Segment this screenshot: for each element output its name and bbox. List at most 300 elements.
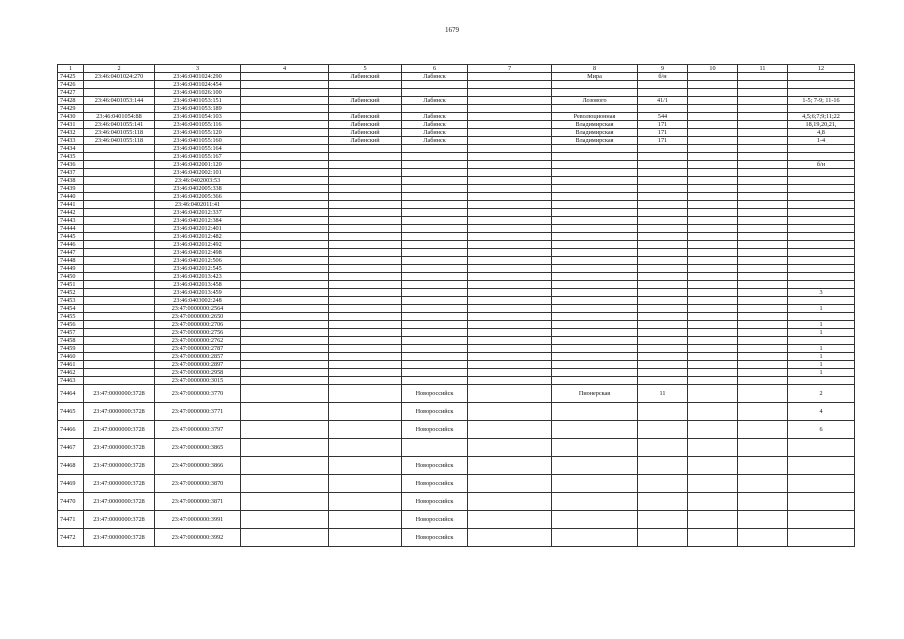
table-cell-col-7: [468, 529, 552, 547]
table-cell-col-2: [84, 313, 155, 321]
table-cell-col-9: [638, 297, 688, 305]
table-cell-col-9: [638, 81, 688, 89]
table-cell-col-2: 23:47:0000000:3728: [84, 475, 155, 493]
table-cell-col-4: [241, 145, 329, 153]
table-cell-col-2: [84, 105, 155, 113]
table-cell-col-1: 74440: [58, 193, 84, 201]
table-cell-col-4: [241, 439, 329, 457]
table-cell-col-4: [241, 81, 329, 89]
table-cell-col-10: [688, 145, 738, 153]
table-cell-col-1: 74464: [58, 385, 84, 403]
table-cell-col-1: 74427: [58, 89, 84, 97]
table-cell-col-1: 74443: [58, 217, 84, 225]
table-cell-col-2: [84, 377, 155, 385]
table-cell-col-2: [84, 161, 155, 169]
table-cell-col-3: 23:47:0000000:2650: [155, 313, 241, 321]
table-cell-col-5: [329, 475, 402, 493]
table-cell-col-7: [468, 209, 552, 217]
table-cell-col-7: [468, 249, 552, 257]
table-cell-col-5: Лабинский: [329, 73, 402, 81]
table-cell-col-8: [552, 493, 638, 511]
table-cell-col-10: [688, 225, 738, 233]
table-cell-col-8: [552, 225, 638, 233]
table-cell-col-12: [788, 193, 855, 201]
table-cell-col-9: [638, 273, 688, 281]
table-row: [58, 153, 855, 161]
table-cell-col-9: б/н: [638, 73, 688, 81]
table-cell-col-10: [688, 529, 738, 547]
register-table-body: [58, 65, 855, 547]
table-cell-col-5: [329, 289, 402, 297]
table-cell-col-4: [241, 97, 329, 105]
table-cell-col-6: [402, 361, 468, 369]
table-cell-col-3: 23:47:0000000:3771: [155, 403, 241, 421]
table-cell-col-10: [688, 129, 738, 137]
table-cell-col-4: [241, 201, 329, 209]
table-cell-col-4: [241, 345, 329, 353]
table-cell-col-1: 74451: [58, 281, 84, 289]
table-cell-col-9: [638, 153, 688, 161]
table-cell-col-12: [788, 475, 855, 493]
table-cell-col-10: [688, 209, 738, 217]
column-number: 5: [329, 65, 402, 73]
table-cell-col-1: 74426: [58, 81, 84, 89]
table-cell-col-4: [241, 457, 329, 475]
table-row: [58, 241, 855, 249]
table-row: [58, 97, 855, 105]
table-row: [58, 439, 855, 457]
table-cell-col-5: [329, 337, 402, 345]
table-cell-col-7: [468, 137, 552, 145]
table-cell-col-8: [552, 313, 638, 321]
table-cell-col-3: 23:47:0000000:2564: [155, 305, 241, 313]
table-cell-col-5: Лабинский: [329, 97, 402, 105]
table-cell-col-11: [738, 145, 788, 153]
table-cell-col-8: [552, 209, 638, 217]
table-cell-col-5: [329, 145, 402, 153]
table-cell-col-1: 74453: [58, 297, 84, 305]
table-cell-col-8: [552, 321, 638, 329]
table-cell-col-4: [241, 289, 329, 297]
table-cell-col-9: [638, 329, 688, 337]
table-cell-col-4: [241, 361, 329, 369]
table-cell-col-5: [329, 421, 402, 439]
table-cell-col-11: [738, 105, 788, 113]
table-cell-col-1: 74452: [58, 289, 84, 297]
table-cell-col-9: [638, 209, 688, 217]
table-cell-col-11: [738, 81, 788, 89]
table-cell-col-8: Владимирская: [552, 137, 638, 145]
table-row: [58, 193, 855, 201]
table-cell-col-3: 23:46:0403002:248: [155, 297, 241, 305]
table-row: [58, 353, 855, 361]
table-cell-col-9: [638, 241, 688, 249]
table-row: [58, 421, 855, 439]
table-cell-col-10: [688, 161, 738, 169]
table-cell-col-10: [688, 81, 738, 89]
table-cell-col-2: [84, 369, 155, 377]
table-cell-col-4: [241, 153, 329, 161]
table-row: [58, 345, 855, 353]
table-cell-col-7: [468, 89, 552, 97]
table-cell-col-10: [688, 289, 738, 297]
table-cell-col-9: [638, 89, 688, 97]
table-cell-col-1: 74466: [58, 421, 84, 439]
table-cell-col-7: [468, 241, 552, 249]
table-cell-col-12: 1-4: [788, 137, 855, 145]
table-cell-col-11: [738, 201, 788, 209]
table-row: [58, 161, 855, 169]
table-cell-col-12: 4,8: [788, 129, 855, 137]
table-cell-col-12: 4: [788, 403, 855, 421]
table-cell-col-10: [688, 353, 738, 361]
table-cell-col-6: [402, 145, 468, 153]
table-cell-col-12: 1: [788, 321, 855, 329]
table-cell-col-1: 74450: [58, 273, 84, 281]
table-cell-col-10: [688, 153, 738, 161]
table-cell-col-3: 23:46:0402013:459: [155, 289, 241, 297]
table-row: [58, 209, 855, 217]
table-cell-col-7: [468, 475, 552, 493]
table-cell-col-2: [84, 249, 155, 257]
table-cell-col-8: [552, 217, 638, 225]
table-cell-col-10: [688, 345, 738, 353]
table-cell-col-6: [402, 105, 468, 113]
table-cell-col-12: [788, 201, 855, 209]
table-cell-col-8: Пионерская: [552, 385, 638, 403]
table-cell-col-2: 23:47:0000000:3728: [84, 457, 155, 475]
table-cell-col-1: 74445: [58, 233, 84, 241]
table-cell-col-9: [638, 281, 688, 289]
table-cell-col-11: [738, 113, 788, 121]
table-row: [58, 265, 855, 273]
table-cell-col-6: [402, 337, 468, 345]
table-row: [58, 169, 855, 177]
table-cell-col-5: [329, 185, 402, 193]
table-cell-col-5: [329, 369, 402, 377]
table-cell-col-6: [402, 177, 468, 185]
table-cell-col-11: [738, 249, 788, 257]
table-cell-col-6: Лабинск: [402, 113, 468, 121]
table-cell-col-2: 23:46:0401055:118: [84, 129, 155, 137]
table-cell-col-7: [468, 273, 552, 281]
table-cell-col-9: [638, 169, 688, 177]
table-cell-col-6: Лабинск: [402, 73, 468, 81]
table-cell-col-11: [738, 329, 788, 337]
table-cell-col-1: 74454: [58, 305, 84, 313]
table-cell-col-12: [788, 217, 855, 225]
table-cell-col-1: 74433: [58, 137, 84, 145]
table-cell-col-6: Новороссийск: [402, 403, 468, 421]
table-cell-col-11: [738, 361, 788, 369]
table-cell-col-2: [84, 345, 155, 353]
table-cell-col-3: 23:47:0000000:2756: [155, 329, 241, 337]
table-cell-col-7: [468, 257, 552, 265]
table-cell-col-6: [402, 81, 468, 89]
table-cell-col-11: [738, 305, 788, 313]
table-cell-col-11: [738, 209, 788, 217]
table-cell-col-10: [688, 233, 738, 241]
table-cell-col-3: 23:46:0402012:337: [155, 209, 241, 217]
table-cell-col-2: [84, 225, 155, 233]
table-cell-col-3: 23:47:0000000:3015: [155, 377, 241, 385]
table-cell-col-7: [468, 305, 552, 313]
table-cell-col-5: [329, 511, 402, 529]
table-cell-col-6: [402, 313, 468, 321]
table-cell-col-3: 23:46:0402005:338: [155, 185, 241, 193]
register-table: [57, 64, 855, 547]
table-cell-col-10: [688, 385, 738, 403]
column-number: 6: [402, 65, 468, 73]
table-cell-col-2: [84, 289, 155, 297]
table-cell-col-8: [552, 289, 638, 297]
table-cell-col-1: 74446: [58, 241, 84, 249]
table-cell-col-10: [688, 217, 738, 225]
table-cell-col-6: [402, 369, 468, 377]
table-cell-col-9: [638, 337, 688, 345]
table-cell-col-7: [468, 329, 552, 337]
table-cell-col-5: [329, 385, 402, 403]
table-cell-col-9: [638, 249, 688, 257]
table-cell-col-2: 23:47:0000000:3728: [84, 529, 155, 547]
table-cell-col-12: [788, 439, 855, 457]
table-cell-col-1: 74437: [58, 169, 84, 177]
table-cell-col-4: [241, 385, 329, 403]
table-cell-col-8: [552, 161, 638, 169]
table-cell-col-9: [638, 105, 688, 113]
table-cell-col-2: [84, 89, 155, 97]
table-cell-col-6: [402, 201, 468, 209]
table-cell-col-8: [552, 169, 638, 177]
table-cell-col-10: [688, 89, 738, 97]
table-row: [58, 129, 855, 137]
table-cell-col-8: [552, 345, 638, 353]
table-cell-col-12: [788, 297, 855, 305]
table-cell-col-3: 23:47:0000000:2958: [155, 369, 241, 377]
table-row: [58, 273, 855, 281]
table-cell-col-2: [84, 153, 155, 161]
table-cell-col-2: [84, 209, 155, 217]
table-cell-col-3: 23:46:0401024:454: [155, 81, 241, 89]
table-row: [58, 297, 855, 305]
table-cell-col-3: 23:47:0000000:3770: [155, 385, 241, 403]
table-cell-col-12: [788, 529, 855, 547]
table-cell-col-11: [738, 169, 788, 177]
table-cell-col-8: [552, 305, 638, 313]
table-cell-col-11: [738, 89, 788, 97]
table-row: [58, 81, 855, 89]
table-cell-col-12: [788, 209, 855, 217]
table-cell-col-11: [738, 241, 788, 249]
table-cell-col-9: [638, 345, 688, 353]
table-cell-col-5: [329, 241, 402, 249]
table-cell-col-6: [402, 345, 468, 353]
table-cell-col-4: [241, 249, 329, 257]
table-row: [58, 177, 855, 185]
table-cell-col-9: [638, 201, 688, 209]
table-cell-col-3: 23:46:0402001:120: [155, 161, 241, 169]
table-cell-col-2: 23:47:0000000:3728: [84, 493, 155, 511]
table-cell-col-9: [638, 225, 688, 233]
table-row: [58, 403, 855, 421]
table-cell-col-1: 74470: [58, 493, 84, 511]
table-cell-col-10: [688, 265, 738, 273]
table-cell-col-12: [788, 89, 855, 97]
table-cell-col-4: [241, 337, 329, 345]
table-cell-col-2: [84, 233, 155, 241]
table-cell-col-8: [552, 265, 638, 273]
table-cell-col-9: [638, 217, 688, 225]
table-cell-col-11: [738, 233, 788, 241]
table-cell-col-3: 23:47:0000000:3870: [155, 475, 241, 493]
table-cell-col-12: [788, 105, 855, 113]
table-cell-col-3: 23:46:0401026:100: [155, 89, 241, 97]
table-cell-col-7: [468, 313, 552, 321]
table-cell-col-1: 74430: [58, 113, 84, 121]
table-cell-col-12: [788, 313, 855, 321]
table-cell-col-9: [638, 185, 688, 193]
table-cell-col-3: 23:47:0000000:3871: [155, 493, 241, 511]
table-cell-col-5: [329, 529, 402, 547]
table-cell-col-8: [552, 201, 638, 209]
table-cell-col-2: [84, 241, 155, 249]
table-cell-col-11: [738, 225, 788, 233]
table-cell-col-2: 23:47:0000000:3728: [84, 421, 155, 439]
table-cell-col-4: [241, 493, 329, 511]
table-cell-col-7: [468, 421, 552, 439]
table-cell-col-12: 1-5; 7-9; 11-16: [788, 97, 855, 105]
table-cell-col-12: [788, 185, 855, 193]
table-cell-col-1: 74455: [58, 313, 84, 321]
table-cell-col-7: [468, 377, 552, 385]
table-cell-col-12: 1: [788, 369, 855, 377]
table-cell-col-6: [402, 265, 468, 273]
table-cell-col-2: [84, 329, 155, 337]
table-cell-col-12: [788, 377, 855, 385]
table-cell-col-5: [329, 353, 402, 361]
table-cell-col-2: [84, 361, 155, 369]
table-cell-col-12: [788, 169, 855, 177]
table-cell-col-2: [84, 281, 155, 289]
table-cell-col-10: [688, 113, 738, 121]
table-cell-col-1: 74459: [58, 345, 84, 353]
table-row: [58, 185, 855, 193]
table-cell-col-3: 23:47:0000000:2706: [155, 321, 241, 329]
table-cell-col-7: [468, 153, 552, 161]
table-cell-col-5: [329, 361, 402, 369]
table-row: [58, 201, 855, 209]
table-cell-col-7: [468, 81, 552, 89]
table-row: [58, 329, 855, 337]
table-cell-col-8: [552, 241, 638, 249]
table-row: [58, 137, 855, 145]
table-cell-col-5: Лабинский: [329, 113, 402, 121]
table-cell-col-3: 23:47:0000000:3866: [155, 457, 241, 475]
table-cell-col-4: [241, 329, 329, 337]
table-cell-col-6: Лабинск: [402, 129, 468, 137]
table-cell-col-12: [788, 241, 855, 249]
table-cell-col-11: [738, 185, 788, 193]
table-cell-col-9: [638, 265, 688, 273]
table-cell-col-8: Владимирская: [552, 129, 638, 137]
table-cell-col-1: 74428: [58, 97, 84, 105]
table-cell-col-4: [241, 403, 329, 421]
table-cell-col-2: 23:47:0000000:3728: [84, 385, 155, 403]
table-cell-col-2: [84, 169, 155, 177]
column-number-row: [58, 65, 855, 73]
table-cell-col-4: [241, 297, 329, 305]
table-cell-col-4: [241, 177, 329, 185]
table-cell-col-6: Лабинск: [402, 137, 468, 145]
table-cell-col-7: [468, 289, 552, 297]
table-cell-col-5: [329, 217, 402, 225]
table-cell-col-8: [552, 457, 638, 475]
table-cell-col-2: [84, 337, 155, 345]
table-cell-col-12: [788, 73, 855, 81]
table-cell-col-7: [468, 297, 552, 305]
table-cell-col-10: [688, 403, 738, 421]
table-cell-col-6: Лабинск: [402, 121, 468, 129]
table-cell-col-6: [402, 289, 468, 297]
table-cell-col-4: [241, 129, 329, 137]
table-cell-col-5: [329, 305, 402, 313]
table-cell-col-7: [468, 73, 552, 81]
table-cell-col-10: [688, 169, 738, 177]
table-cell-col-1: 74469: [58, 475, 84, 493]
table-cell-col-10: [688, 457, 738, 475]
table-cell-col-4: [241, 281, 329, 289]
table-cell-col-6: Лабинск: [402, 97, 468, 105]
table-cell-col-12: [788, 281, 855, 289]
table-row: [58, 377, 855, 385]
table-row: [58, 217, 855, 225]
table-cell-col-7: [468, 217, 552, 225]
table-cell-col-4: [241, 353, 329, 361]
table-cell-col-7: [468, 185, 552, 193]
table-cell-col-7: [468, 129, 552, 137]
table-cell-col-1: 74461: [58, 361, 84, 369]
table-cell-col-8: [552, 193, 638, 201]
table-cell-col-3: 23:47:0000000:2762: [155, 337, 241, 345]
table-cell-col-4: [241, 305, 329, 313]
table-cell-col-6: [402, 153, 468, 161]
table-cell-col-7: [468, 233, 552, 241]
table-cell-col-3: 23:46:0401055:116: [155, 121, 241, 129]
table-cell-col-11: [738, 313, 788, 321]
table-cell-col-1: 74468: [58, 457, 84, 475]
table-cell-col-8: [552, 177, 638, 185]
table-cell-col-1: 74462: [58, 369, 84, 377]
table-cell-col-10: [688, 97, 738, 105]
table-cell-col-6: Новороссийск: [402, 475, 468, 493]
table-row: [58, 369, 855, 377]
table-cell-col-6: Новороссийск: [402, 529, 468, 547]
table-cell-col-10: [688, 329, 738, 337]
table-cell-col-9: [638, 289, 688, 297]
table-cell-col-7: [468, 201, 552, 209]
table-cell-col-4: [241, 475, 329, 493]
table-cell-col-8: [552, 337, 638, 345]
table-cell-col-9: [638, 233, 688, 241]
table-cell-col-5: [329, 345, 402, 353]
table-cell-col-8: Мира: [552, 73, 638, 81]
table-cell-col-6: Новороссийск: [402, 457, 468, 475]
table-cell-col-7: [468, 385, 552, 403]
table-cell-col-9: [638, 377, 688, 385]
column-number: 2: [84, 65, 155, 73]
table-cell-col-2: [84, 321, 155, 329]
table-cell-col-10: [688, 297, 738, 305]
